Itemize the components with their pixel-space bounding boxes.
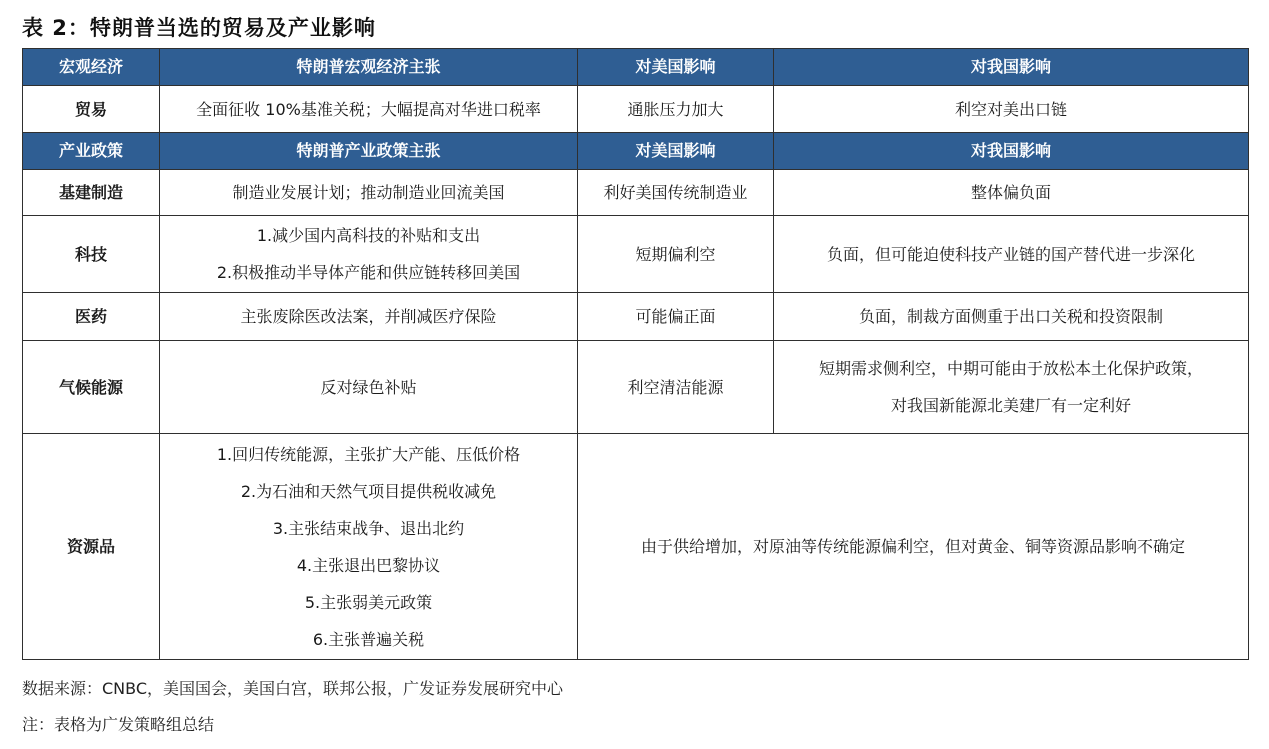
header-cell: 产业政策 bbox=[23, 133, 160, 170]
us-impact-cell: 通胀压力加大 bbox=[578, 86, 774, 133]
us-impact-cell: 利好美国传统制造业 bbox=[578, 170, 774, 216]
us-impact-cell: 可能偏正面 bbox=[578, 293, 774, 341]
policy-line: 3.主张结束战争、退出北约 bbox=[272, 518, 465, 538]
cn-impact-cell: 整体偏负面 bbox=[774, 170, 1249, 216]
policy-line: 2.为石油和天然气项目提供税收减免 bbox=[240, 481, 497, 501]
header-cell: 特朗普产业政策主张 bbox=[160, 133, 578, 170]
policy-line: 1.减少国内高科技的补贴和支出 bbox=[256, 226, 481, 245]
cn-impact-cell: 利空对美出口链 bbox=[774, 86, 1249, 133]
header-cell: 宏观经济 bbox=[23, 49, 160, 86]
cn-impact-cell: 负面，但可能迫使科技产业链的国产替代进一步深化 bbox=[774, 216, 1249, 293]
trade-industry-table bbox=[22, 48, 1249, 660]
row-label: 医药 bbox=[23, 293, 160, 341]
footnote: 注：表格为广发策略组总结 bbox=[22, 715, 215, 734]
cn-impact-cell bbox=[774, 341, 1249, 434]
row-label: 科技 bbox=[23, 216, 160, 293]
policy-line: 1.回归传统能源，主张扩大产能、压低价格 bbox=[216, 444, 521, 464]
header-cell: 对美国影响 bbox=[578, 133, 774, 170]
policy-line: 2.积极推动半导体产能和供应链转移回美国 bbox=[216, 263, 521, 282]
source-note: 数据来源：CNBC，美国国会，美国白宫，联邦公报，广发证券发展研究中心 bbox=[22, 679, 564, 698]
header-cell: 对美国影响 bbox=[578, 49, 774, 86]
row-label: 资源品 bbox=[23, 434, 160, 660]
policy-cell: 制造业发展计划；推动制造业回流美国 bbox=[160, 170, 578, 216]
policy-cell: 反对绿色补贴 bbox=[160, 341, 578, 434]
macro-header-row bbox=[23, 49, 1249, 86]
table-row bbox=[23, 434, 1249, 660]
row-label: 气候能源 bbox=[23, 341, 160, 434]
policy-cell: 全面征收 10%基准关税；大幅提高对华进口税率 bbox=[160, 86, 578, 133]
policy-cell bbox=[160, 216, 578, 293]
industry-header-row bbox=[23, 133, 1249, 170]
row-label: 贸易 bbox=[23, 86, 160, 133]
cn-impact-cell: 负面，制裁方面侧重于出口关税和投资限制 bbox=[774, 293, 1249, 341]
combined-impact-cell: 由于供给增加，对原油等传统能源偏利空，但对黄金、铜等资源品影响不确定 bbox=[578, 434, 1249, 660]
header-cell: 对我国影响 bbox=[774, 49, 1249, 86]
table-row bbox=[23, 341, 1249, 434]
table-row bbox=[23, 170, 1249, 216]
policy-cell bbox=[160, 434, 578, 660]
table-row bbox=[23, 216, 1249, 293]
policy-line: 6.主张普遍关税 bbox=[312, 629, 425, 649]
header-cell: 特朗普宏观经济主张 bbox=[160, 49, 578, 86]
policy-line: 4.主张退出巴黎协议 bbox=[296, 555, 441, 575]
table-title: 表 2：特朗普当选的贸易及产业影响 bbox=[22, 16, 376, 40]
header-cell: 对我国影响 bbox=[774, 133, 1249, 170]
us-impact-cell: 短期偏利空 bbox=[578, 216, 774, 293]
row-label: 基建制造 bbox=[23, 170, 160, 216]
table-row bbox=[23, 293, 1249, 341]
policy-cell: 主张废除医改法案，并削减医疗保险 bbox=[160, 293, 578, 341]
impact-line: 对我国新能源北美建厂有一定利好 bbox=[890, 396, 1131, 415]
impact-line: 短期需求侧利空，中期可能由于放松本土化保护政策， bbox=[818, 359, 1203, 378]
table-row bbox=[23, 86, 1249, 133]
us-impact-cell: 利空清洁能源 bbox=[578, 341, 774, 434]
policy-line: 5.主张弱美元政策 bbox=[304, 592, 433, 612]
